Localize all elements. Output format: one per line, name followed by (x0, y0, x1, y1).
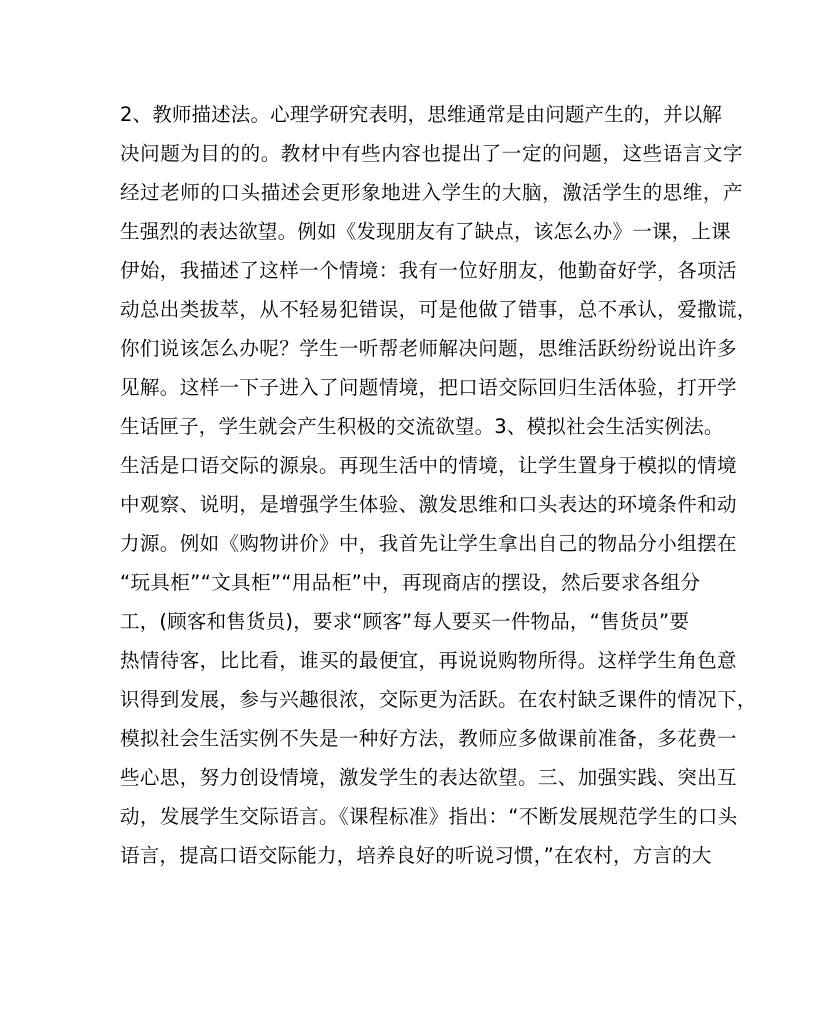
text-line: 动，发展学生交际语言。《课程标准》指出：“不断发展规范学生的口头 (120, 805, 738, 828)
text-line: “玩具柜”“文具柜”“用品柜”中，再现商店的摆设，然后要求各组分 (120, 571, 701, 594)
text-line: 决问题为目的的。教材中有些内容也提出了一定的问题，这些语言文字 (120, 142, 744, 165)
text-line: 语言，提高口语交际能力，培养良好的听说习惯，”在农村，方言的大 (120, 844, 712, 867)
text-line: 经过老师的口头描述会更形象地进入学生的大脑，激活学生的思维，产 (120, 181, 744, 204)
text-line: 生强烈的表达欲望。例如《发现朋友有了缺点，该怎么办》一课，上课 (120, 220, 731, 243)
text-line: 识得到发展，参与兴趣很浓，交际更为活跃。在农村缺乏课件的情况下， (120, 688, 757, 711)
text-line: 中观察、说明，是增强学生体验、激发思维和口头表达的环境条件和动 (120, 493, 737, 516)
text-line: 生话匣子，学生就会产生积极的交流欲望。3、模拟社会生活实例法。 (120, 415, 724, 438)
text-line: 些心思，努力创设情境，激发学生的表达欲望。三、加强实践、突出互 (120, 766, 737, 789)
text-line: 动总出类拔萃，从不轻易犯错误，可是他做了错事，总不承认，爱撒谎， (120, 298, 757, 321)
text-line: 见解。这样一下子进入了问题情境，把口语交际回归生活体验，打开学 (120, 376, 737, 399)
text-line: 伊始，我描述了这样一个情境：我有一位好朋友，他勤奋好学，各项活 (120, 259, 737, 282)
text-line: 力源。例如《购物讲价》中，我首先让学生拿出自己的物品分小组摆在 (120, 532, 737, 555)
text-line: 工，(顾客和售货员)，要求“顾客”每人要买一件物品，“售货员”要 (120, 610, 690, 633)
text-line: 模拟社会生活实例不失是一种好方法，教师应多做课前准备，多花费一 (120, 727, 737, 750)
text-line: 2、教师描述法。心理学研究表明，思维通常是由问题产生的，并以解 (120, 103, 723, 126)
text-line: 热情待客，比比看，谁买的最便宜，再说说购物所得。这样学生角色意 (120, 649, 737, 672)
text-line: 生活是口语交际的源泉。再现生活中的情境，让学生置身于模拟的情境 (120, 454, 737, 477)
text-line: 你们说该怎么办呢？学生一听帮老师解决问题，思维活跃纷纷说出许多 (120, 337, 737, 360)
